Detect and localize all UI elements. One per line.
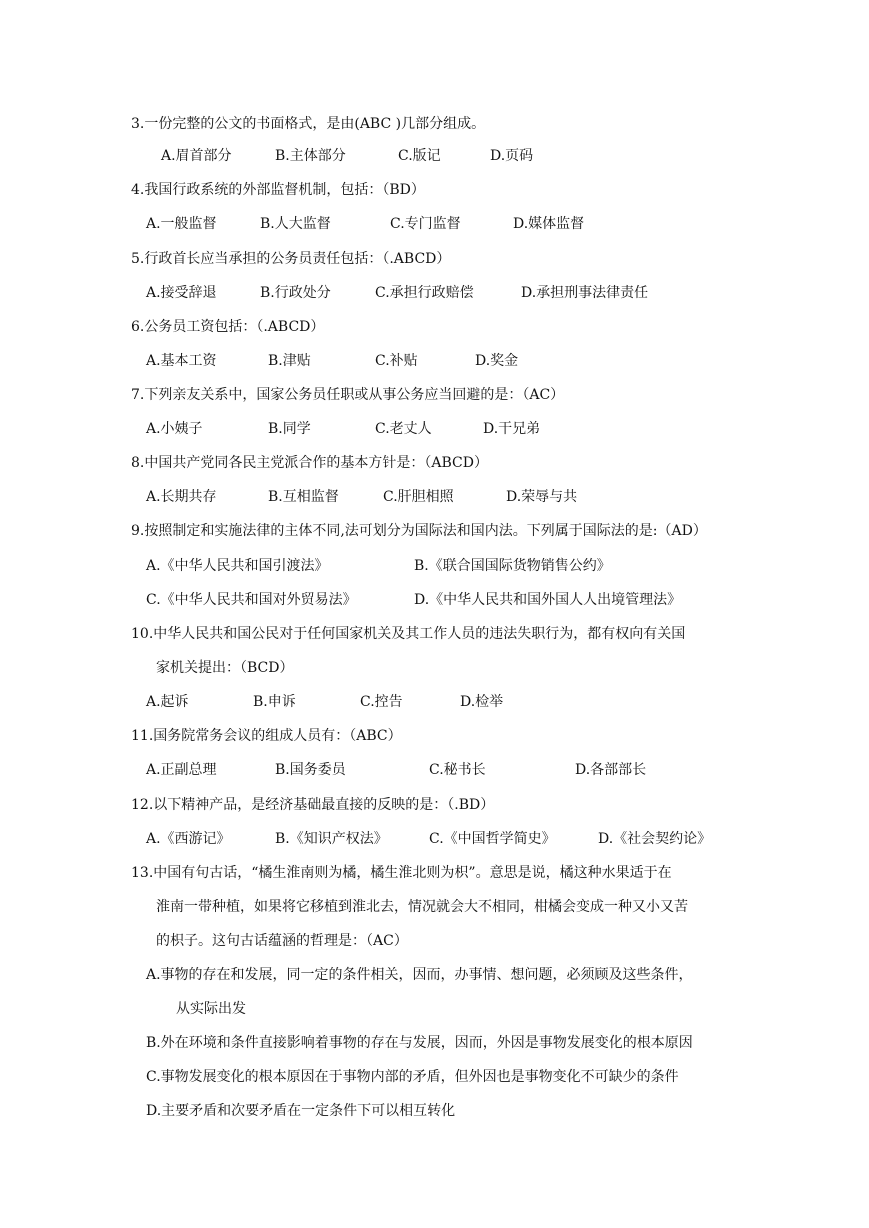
question-8-option-a: A.长期共存 — [146, 489, 217, 505]
question-7-option-c: C.老丈人 — [375, 421, 432, 437]
question-13-option-d: D.主要矛盾和次要矛盾在一定条件下可以相互转化 — [146, 1103, 456, 1119]
question-5-option-d: D.承担刑事法律责任 — [521, 285, 649, 301]
question-11-option-d: D.各部部长 — [575, 762, 647, 778]
question-4-option-b: B.人大监督 — [260, 216, 331, 232]
question-13-stem-line-3: 的枳子。这句古话蕴涵的哲理是：（AC） — [156, 933, 408, 949]
question-7-option-d: D.干兄弟 — [483, 421, 541, 437]
question-8-stem: 8.中国共产党同各民主党派合作的基本方针是：（ABCD） — [131, 455, 488, 471]
question-10-option-a: A.起诉 — [146, 694, 189, 710]
question-9-option-a: A.《中华人民共和国引渡法》 — [146, 558, 329, 574]
question-11-option-c: C.秘书长 — [429, 762, 486, 778]
question-12-option-a: A.《西游记》 — [146, 831, 231, 847]
question-8-option-c: C.肝胆相照 — [383, 489, 454, 505]
question-10-option-d: D.检举 — [460, 694, 504, 710]
question-7-option-b: B.同学 — [268, 421, 311, 437]
question-11-stem: 11.国务院常务会议的组成人员有：（ABC） — [131, 728, 402, 744]
question-4-option-d: D.媒体监督 — [513, 216, 585, 232]
question-6-option-d: D.奖金 — [475, 353, 519, 369]
question-5-stem: 5.行政首长应当承担的公务员责任包括：（.ABCD） — [131, 251, 451, 267]
question-10-option-c: C.控告 — [360, 694, 403, 710]
question-3-stem: 3.一份完整的公文的书面格式，是由(ABC )几部分组成。 — [131, 116, 486, 132]
question-8-option-d: D.荣辱与共 — [506, 489, 578, 505]
question-12-stem: 12.以下精神产品，是经济基础最直接的反映的是：（.BD） — [131, 797, 495, 813]
question-3-option-b: B.主体部分 — [275, 148, 346, 164]
question-7-option-a: A.小姨子 — [146, 421, 203, 437]
question-4-option-a: A.一般监督 — [146, 216, 217, 232]
question-9-stem: 9.按照制定和实施法律的主体不同,法可划分为国际法和国内法。下列属于国际法的是:（AD） — [131, 523, 707, 539]
question-3-option-a: A.眉首部分 — [161, 148, 232, 164]
question-6-option-a: A.基本工资 — [146, 353, 217, 369]
question-13-option-a-line-1: A.事物的存在和发展，同一定的条件相关，因而，办事情、想问题，必须顾及这些条件， — [146, 967, 693, 983]
question-9-option-c: C.《中华人民共和国对外贸易法》 — [146, 592, 357, 608]
question-10-stem-line-2: 家机关提出：（BCD） — [156, 660, 294, 676]
question-13-stem-line-1: 13.中国有句古话，“橘生淮南则为橘，橘生淮北则为枳”。意思是说，橘这种水果适于在 — [131, 865, 672, 881]
question-6-stem: 6.公务员工资包括：（.ABCD） — [131, 319, 325, 335]
question-12-option-b: B.《知识产权法》 — [275, 831, 388, 847]
question-3-option-c: C.版记 — [398, 148, 441, 164]
question-13-stem-line-2: 淮南一带种植，如果将它移植到淮北去，情况就会大不相同，柑橘会变成一种又小又苦 — [156, 899, 688, 915]
question-13-option-a-line-2: 从实际出发 — [176, 1001, 246, 1017]
question-9-option-b: B.《联合国国际货物销售公约》 — [414, 558, 611, 574]
question-13-option-c: C.事物发展变化的根本原因在于事物内部的矛盾，但外因也是事物变化不可缺少的条件 — [146, 1069, 679, 1085]
question-12-option-c: C.《中国哲学简史》 — [429, 831, 556, 847]
question-5-option-c: C.承担行政赔偿 — [375, 285, 474, 301]
question-3-option-d: D.页码 — [490, 148, 534, 164]
question-7-stem: 7.下列亲友关系中，国家公务员任职或从事公务应当回避的是：（AC） — [131, 387, 565, 403]
question-13-option-b: B.外在环境和条件直接影响着事物的存在与发展，因而，外因是事物发展变化的根本原因 — [146, 1035, 693, 1051]
question-5-option-b: B.行政处分 — [260, 285, 331, 301]
question-6-option-c: C.补贴 — [375, 353, 418, 369]
question-9-option-d: D.《中华人民共和国外国人人出境管理法》 — [414, 592, 682, 608]
question-12-option-d: D.《社会契约论》 — [598, 831, 712, 847]
question-11-option-b: B.国务委员 — [275, 762, 346, 778]
question-4-option-c: C.专门监督 — [390, 216, 461, 232]
question-4-stem: 4.我国行政系统的外部监督机制，包括：（BD） — [131, 182, 425, 198]
question-8-option-b: B.互相监督 — [268, 489, 339, 505]
question-11-option-a: A.正副总理 — [146, 762, 217, 778]
question-10-stem-line-1: 10.中华人民共和国公民对于任何国家机关及其工作人员的违法失职行为，都有权向有关国 — [131, 626, 686, 642]
question-10-option-b: B.申诉 — [253, 694, 296, 710]
question-6-option-b: B.津贴 — [268, 353, 311, 369]
question-5-option-a: A.接受辞退 — [146, 285, 217, 301]
